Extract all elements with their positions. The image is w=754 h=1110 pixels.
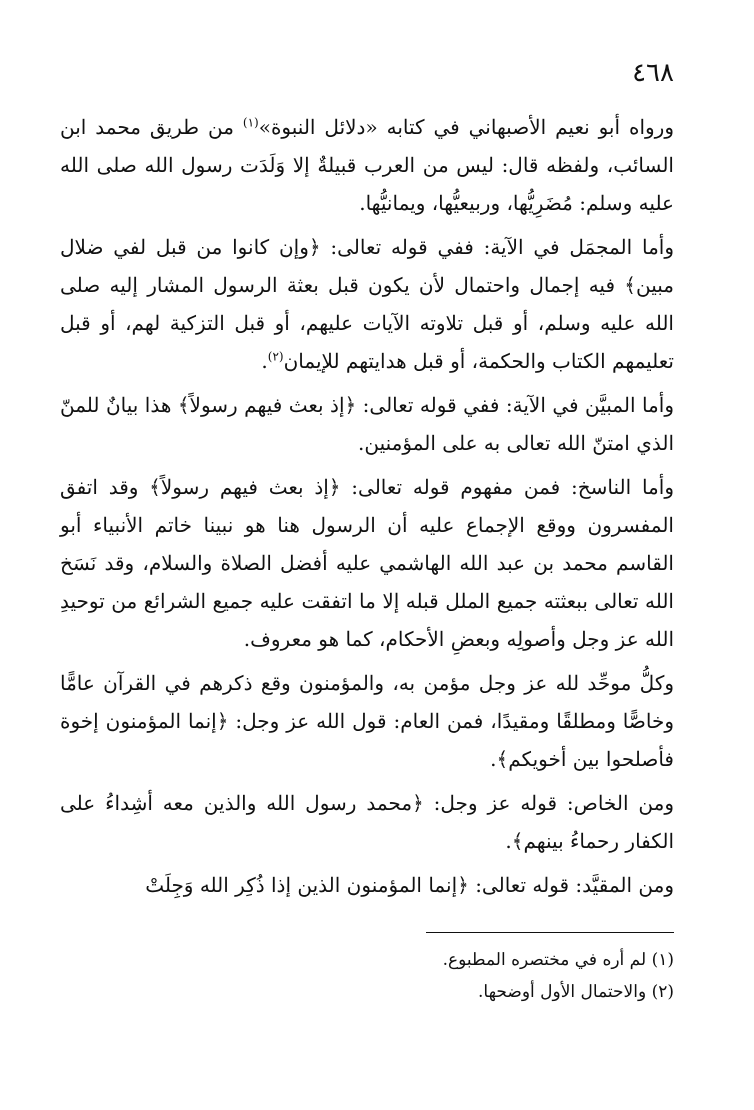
paragraph-5 (60, 664, 674, 778)
paragraph-text: وكلُّ موحِّد لله عز وجل مؤمن به، والمؤمنون وقع ذكرهم في القرآن عامًّا وخاصًّا ومطلقًا ومقيدًا، فمن العام: قول الله عز وجل: ﴿إنما المؤمنون إخوة فأصلحوا بين أخويكم﴾. (60, 671, 674, 771)
paragraph-text: ورواه أبو نعيم الأصبهاني في كتابه «دلائل النبوة» (258, 115, 674, 139)
paragraph-4 (60, 468, 674, 658)
paragraph-text: وأما المبيَّن في الآية: ففي قوله تعالى: ﴿إذ بعث فيهم رسولاً﴾ هذا بيانٌ للمنّ الذي امتنّ الله تعالى به على المؤمنين. (60, 393, 674, 455)
footnote-divider (426, 932, 674, 933)
paragraph-text-cont: من طريق محمد ابن السائب، ولفظه قال: ليس من العرب قبيلةٌ إلا وَلَدَت رسول الله صلى الله عليه وسلم: مُضَرِيُّها، وربيعيُّها، ويمانيُّها. (60, 115, 674, 215)
paragraph-text: ومن المقيَّد: قوله تعالى: ﴿إنما المؤمنون الذين إذا ذُكِر الله وَجِلَتْ (145, 873, 674, 897)
paragraph-3 (60, 386, 674, 462)
page-number: ٤٦٨ (632, 58, 674, 88)
paragraph-text: وأما المجمَل في الآية: ففي قوله تعالى: ﴿وإن كانوا من قبل لفي ضلال مبين﴾ فيه إجمال واحتمال لأن يكون قبل بعثة الرسول المشار إليه صلى الله عليه وسلم، أو قبل تلاوته الآيات عليهم، أو قبل التزكية لهم، أو قبل تعليمهم الكتاب والحكمة، أو قبل هدايتهم للإيمان (60, 235, 674, 373)
main-text (60, 108, 674, 910)
paragraph-text: ومن الخاص: قوله عز وجل: ﴿محمد رسول الله والذين معه أشِداءُ على الكفار رحماءُ بينهم﴾. (60, 791, 674, 853)
paragraph-2 (60, 228, 674, 380)
footnote-ref-1: (١) (242, 115, 259, 130)
footnote-1: (١) لم أره في مختصره المطبوع. (442, 950, 674, 970)
paragraph-1 (60, 108, 674, 222)
footnote-2: (٢) والاحتمال الأول أوضحها. (478, 982, 674, 1002)
paragraph-6 (60, 784, 674, 860)
paragraph-text-cont: . (261, 349, 268, 373)
paragraph-text: وأما الناسخ: فمن مفهوم قوله تعالى: ﴿إذ بعث فيهم رسولاً﴾ وقد اتفق المفسرون ووقع الإجماع عليه أن الرسول هنا هو نبينا خاتم الأنبياء أبو القاسم محمد بن عبد الله الهاشمي عليه أفضل الصلاة والسلام، وقد نَسَخ الله تعالى ببعثته جميع الملل قبله إلا ما اتفقت عليه جميع الشرائع من توحيدِ الله عز وجل وأصولِه وبعضِ الأحكام، كما هو معروف. (60, 475, 674, 651)
paragraph-7 (60, 866, 674, 904)
footnote-ref-2: (٢) (267, 349, 284, 364)
footnotes (60, 944, 674, 1008)
